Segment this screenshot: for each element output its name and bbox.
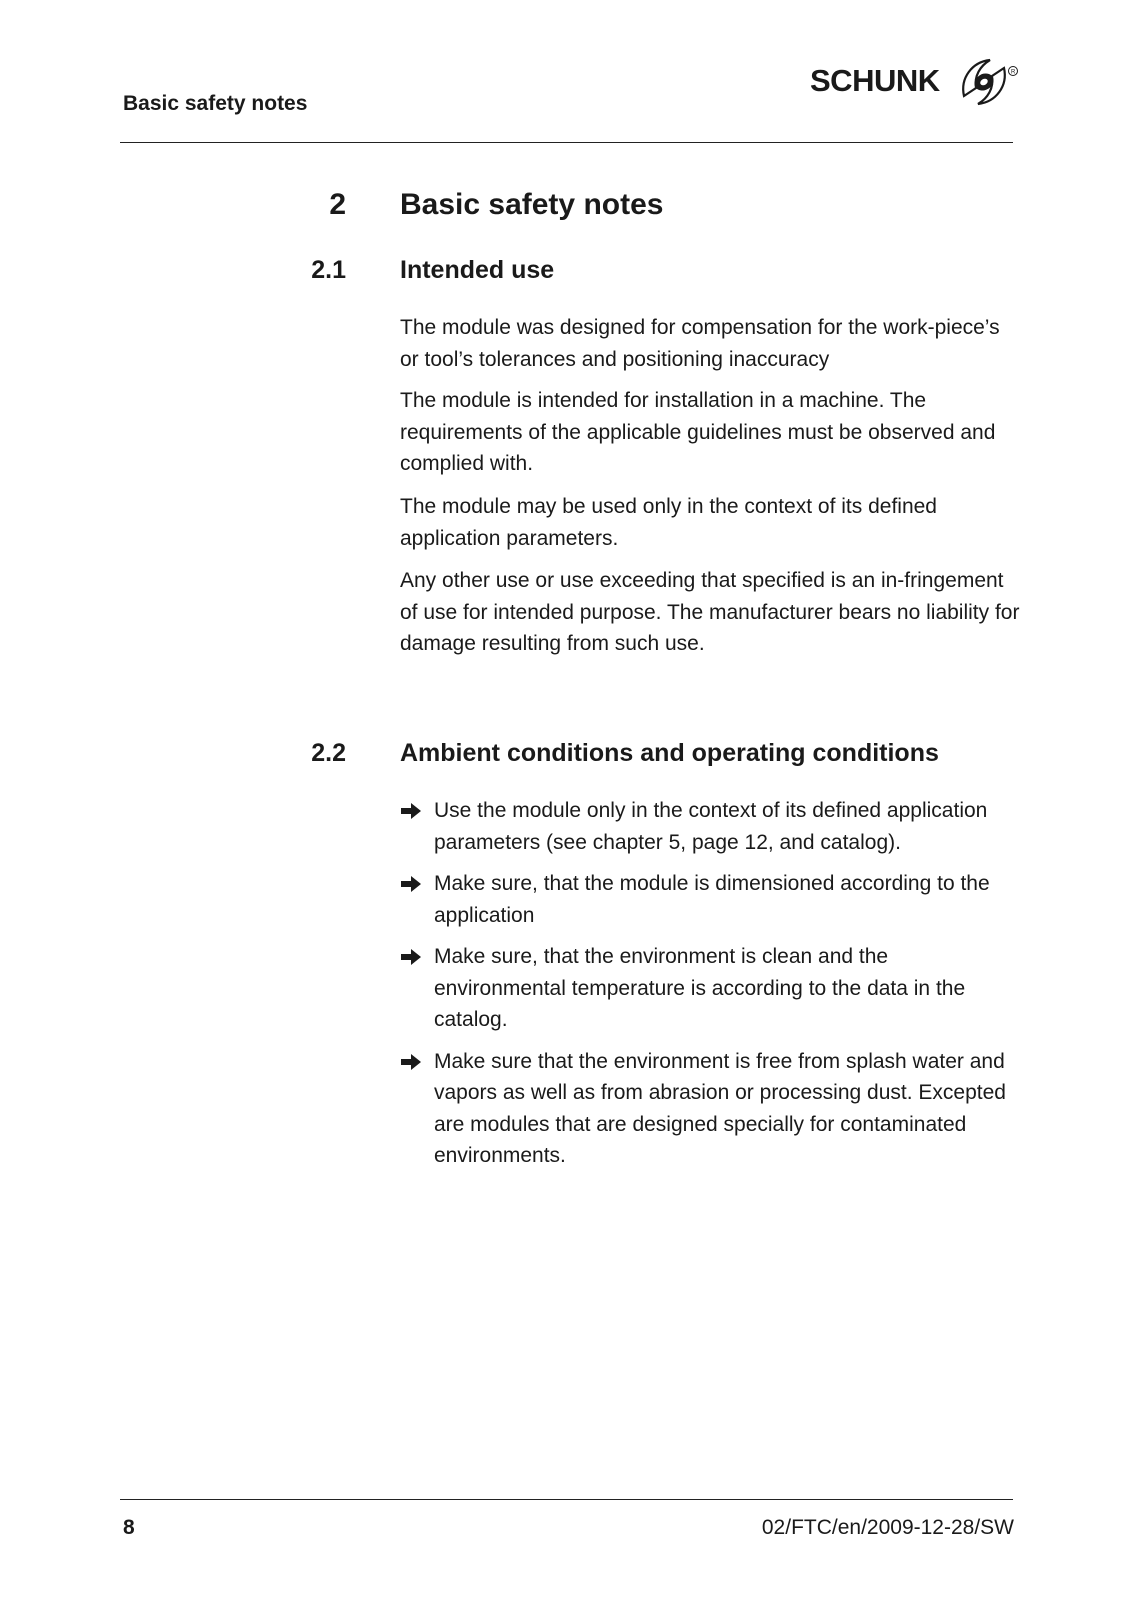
arrow-right-icon xyxy=(400,874,422,894)
list-item-text: Use the module only in the context of its defined application parameters (see chapter 5, page 12, and catalog). xyxy=(434,799,988,854)
arrow-right-icon xyxy=(400,947,422,967)
arrow-right-icon xyxy=(400,1052,422,1072)
schunk-logo xyxy=(810,48,1020,118)
list-item xyxy=(400,1046,1020,1172)
arrow-right-icon xyxy=(400,801,422,821)
chapter-number: 2 xyxy=(329,188,346,221)
logo-wordmark: SCHUNK xyxy=(810,63,940,98)
operating-conditions-list xyxy=(400,795,1020,1182)
intended-use-paragraph: The module is intended for installation in a machine. The requirements of the applicable guidelines must be observed and complied with. xyxy=(400,389,996,475)
list-item-text: Make sure that the environment is free from splash water and vapors as well as from abrasion or processing dust. Excepted are modules that are designed specially for contaminated environments. xyxy=(434,1049,1006,1167)
schunk-gripper-logo-icon xyxy=(950,48,1020,118)
svg-text:R: R xyxy=(1011,69,1016,76)
document-id: 02/FTC/en/2009-12-28/SW xyxy=(761,1516,1014,1539)
list-item-text: Make sure, that the module is dimensioned according to the application xyxy=(434,872,990,927)
list-item xyxy=(400,868,1020,931)
list-item-text: Make sure, that the environment is clean and the environmental temperature is according to the data in the catalog. xyxy=(434,945,966,1031)
running-header-title: Basic safety notes xyxy=(123,92,308,115)
section-2-1-title: Intended use xyxy=(400,256,555,284)
chapter-title: Basic safety notes xyxy=(400,188,664,221)
intended-use-paragraph: The module may be used only in the context of its defined application parameters. xyxy=(400,495,937,550)
list-item xyxy=(400,941,1020,1036)
section-2-2-title: Ambient conditions and operating conditions xyxy=(400,739,939,767)
page-number: 8 xyxy=(123,1516,135,1539)
intended-use-paragraph: The module was designed for compensation for the work-piece’s or tool’s tolerances and positioning inaccuracy xyxy=(400,316,1000,371)
list-item xyxy=(400,795,1020,858)
footer-divider xyxy=(120,1499,1013,1500)
intended-use-paragraph: Any other use or use exceeding that specified is an in-fringement of use for intended purpose. The manufacturer bears no liability for damage resulting from such use. xyxy=(400,569,1020,655)
header-divider xyxy=(120,142,1013,143)
section-2-2-number: 2.2 xyxy=(311,739,346,767)
section-2-1-number: 2.1 xyxy=(311,256,346,284)
